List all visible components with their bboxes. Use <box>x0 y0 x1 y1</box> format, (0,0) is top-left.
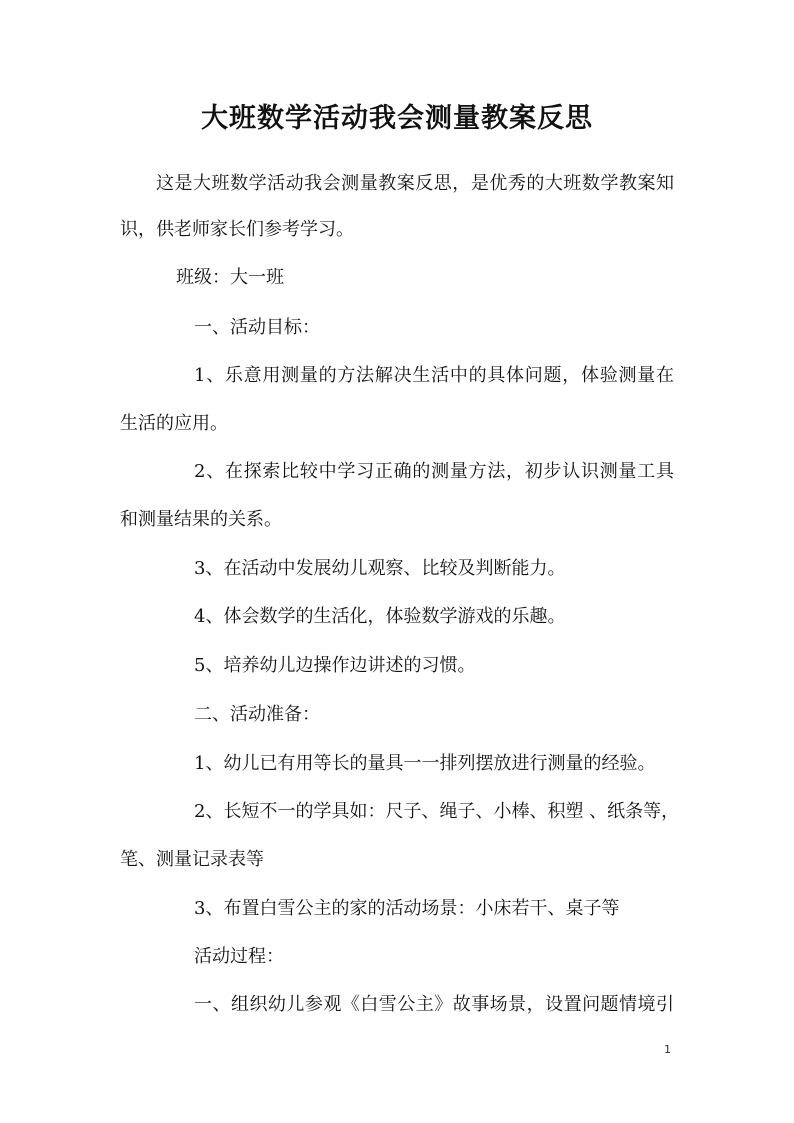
paragraph-line: 和测量结果的关系。 <box>120 509 282 530</box>
section-heading: 活动过程： <box>194 946 284 967</box>
paragraph-line: 笔、测量记录表等 <box>120 849 264 870</box>
paragraph-line: 1、幼儿已有用等长的量具一一排列摆放进行测量的经验。 <box>194 753 656 774</box>
paragraph-line: 4、体会数学的生活化，体验数学游戏的乐趣。 <box>194 606 566 627</box>
page-number: 1 <box>664 1043 671 1056</box>
section-heading: 二、活动准备： <box>194 704 320 725</box>
paragraph-line: 生活的应用。 <box>120 413 228 434</box>
paragraph-line: 一、组织幼儿参观《白雪公主》故事场景，设置问题情境引 <box>194 994 674 1015</box>
paragraph-line: 5、培养幼儿边操作边讲述的习惯。 <box>194 655 476 676</box>
paragraph-line: 2、在探索比较中学习正确的测量方法，初步认识测量工具 <box>194 461 674 482</box>
paragraph-line: 班级：大一班 <box>176 267 284 288</box>
paragraph-line: 3、在活动中发展幼儿观察、比较及判断能力。 <box>194 558 566 579</box>
paragraph-line: 2、长短不一的学具如：尺子、绳子、小棒、积塑 、纸条等， <box>194 801 680 822</box>
paragraph-line: 识，供老师家长们参考学习。 <box>120 219 354 240</box>
paragraph-line: 3、布置白雪公主的家的活动场景：小床若干、桌子等 <box>194 898 620 919</box>
paragraph-line: 这是大班数学活动我会测量教案反思，是优秀的大班数学教案知 <box>156 173 674 194</box>
section-heading: 一、活动目标： <box>194 317 320 338</box>
document-title: 大班数学活动我会测量教案反思 <box>201 103 593 134</box>
paragraph-line: 1、乐意用测量的方法解决生活中的具体问题，体验测量在 <box>194 365 674 386</box>
